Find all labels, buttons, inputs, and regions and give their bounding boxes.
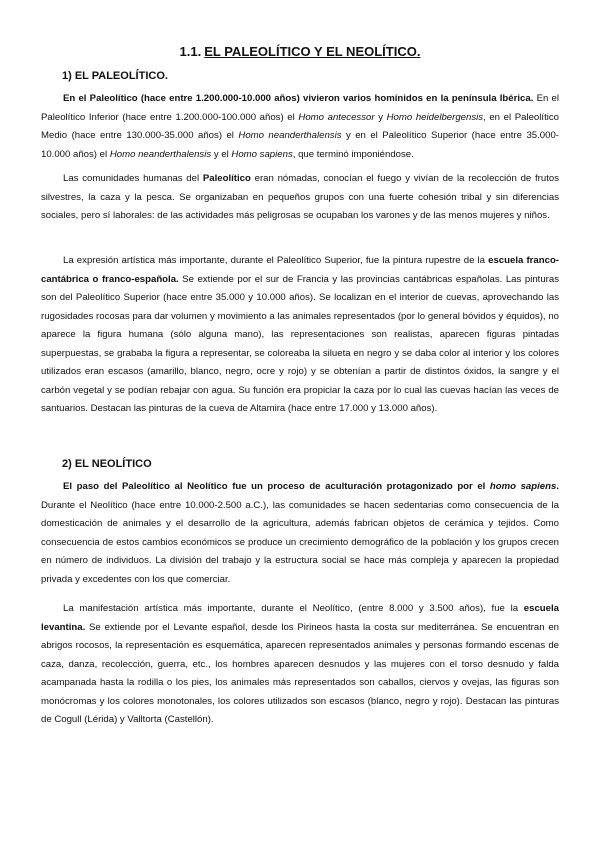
- text-run: En el Paleolítico Inferior (hace entre 1.200.000-100.000 años) el: [41, 93, 559, 123]
- text-run: Homo neanderthalensis: [109, 148, 212, 160]
- text-run: Homo heidelbergensis: [386, 111, 484, 123]
- paragraph-neolitico-1: [41, 478, 559, 589]
- title-text: EL PALEOLÍTICO Y EL NEOLÍTICO.: [204, 44, 421, 59]
- text-run: , que terminó imponiéndose.: [292, 148, 414, 160]
- text-run: Se extiende por el sur de Francia y las provincias cantábricas españolas. Las pinturas son del Paleolítico Superior (hace entre 35.000 y 10.000 años). Se localizan en el interior de cuevas, aprovechando las rugosidades rocosas para dar volumen y movimiento a las animales representados (por lo general bóvidos y équidos), no aparece la figura humana (sólo alguna mano), las representaciones son realistas, aparecen figuras pintadas superpuestas, se grababa la figura a representar, se coloreaba la silueta en negro y se daba color al interior y los colores utilizados eran escasos (amarillo, blanco, negro, ocre y rojo) y se obtenían a partir de distintos óxidos, la sangre y el carbón vegetal y se podían rebajar con agua. Su función era propiciar la caza por lo cual las cuevas hacían las veces de santuarios. Destacan las pinturas de la cueva de Altamira (hace entre 17.000 y 13.000 años).: [41, 273, 559, 414]
- text-run: Homo antecessor: [298, 111, 375, 123]
- section-heading-neolitico: 2) EL NEOLÍTICO: [62, 458, 152, 470]
- paragraph-paleolitico-2: [41, 170, 559, 226]
- text-run: Se extiende por el Levante español, desde los Pirineos hasta la costa sur mediterránea. Se encuentran en abrigos rocosos, la representación es esquemática, aparecen representados animales y personas formando escenas de caza, danza, recolección, guerra, etc., los hombres aparecen desnudos y las mujeres con el torso desnudo y falda acampanada hasta la rodilla o los pies, los animales más representados son caballos, ciervos y ovejas, las figuras son monócromas y los colores monotonales, los colores utilizados son escasos (blanco, negro y rojo). Destacan las pinturas de Cogull (Lérida) y Valltorta (Castellón).: [41, 621, 559, 725]
- paragraph-paleolitico-3: [41, 252, 559, 419]
- section-heading-paleolitico: 1) EL PALEOLÍTICO.: [62, 70, 168, 82]
- text-run: Homo sapiens: [231, 148, 293, 160]
- text-run: eran nómadas, conocían el fuego y vivían de la recolección de frutos silvestres, la caza y la pesca. Se organizaban en pequeños grupos con una fuerte cohesión tribal y sin diferencias sociales, pero sí laborales: de las actividades más peligrosas se ocupaban los varones y de las menos mujeres y niños.: [41, 173, 559, 221]
- text-run: En el Paleolítico (hace entre 1.200.000-10.000 años) vivieron varios homínidos en la península Ibérica.: [63, 93, 534, 104]
- text-run: homo sapiens: [489, 481, 557, 492]
- text-run: , en el Paleolítico Medio (hace entre 130.000-35.000 años) el: [41, 111, 559, 141]
- text-run: La manifestación artística más importante, durante el Neolítico, (entre 8.000 y 3.500 años), fue la: [63, 603, 524, 614]
- title-number: 1.1.: [179, 44, 202, 59]
- text-run: Paleolítico: [202, 173, 251, 184]
- text-run: y: [374, 111, 387, 123]
- text-run: escuela levantina.: [41, 603, 559, 633]
- page-title: [0, 44, 600, 59]
- text-run: escuela franco-cantábrica o franco-española.: [41, 255, 559, 285]
- text-run: .: [556, 481, 559, 492]
- text-run: y en el Paleolítico Superior (hace entre 35.000-10.000 años) el: [41, 130, 559, 160]
- text-run: El paso del Paleolítico al Neolítico fue un proceso de aculturación protagonizado por el: [63, 481, 490, 492]
- text-run: La expresión artística más importante, durante el Paleolítico Superior, fue la pintura rupestre de la: [63, 255, 489, 266]
- text-run: y el: [211, 148, 232, 160]
- text-run: Homo neanderthalensis: [238, 130, 342, 141]
- text-run: Durante el Neolítico (hace entre 10.000-2.500 a.C.), las comunidades se hacen sedentarias como consecuencia de la domesticación de animales y el desarrollo de la agricultura, además fabrican objetos de cerámica y tejidos. Como consecuencia de estos cambios económicos se produce un crecimiento demográfico de la población y los grupos crecen en número de individuos. La división del trabajo y la estructura social se hace más compleja y aparecen la propiedad privada y excedentes con los que comerciar.: [41, 499, 559, 585]
- text-run: Las comunidades humanas del: [63, 173, 203, 184]
- paragraph-neolitico-2: [41, 600, 559, 730]
- paragraph-paleolitico-1: [41, 90, 559, 164]
